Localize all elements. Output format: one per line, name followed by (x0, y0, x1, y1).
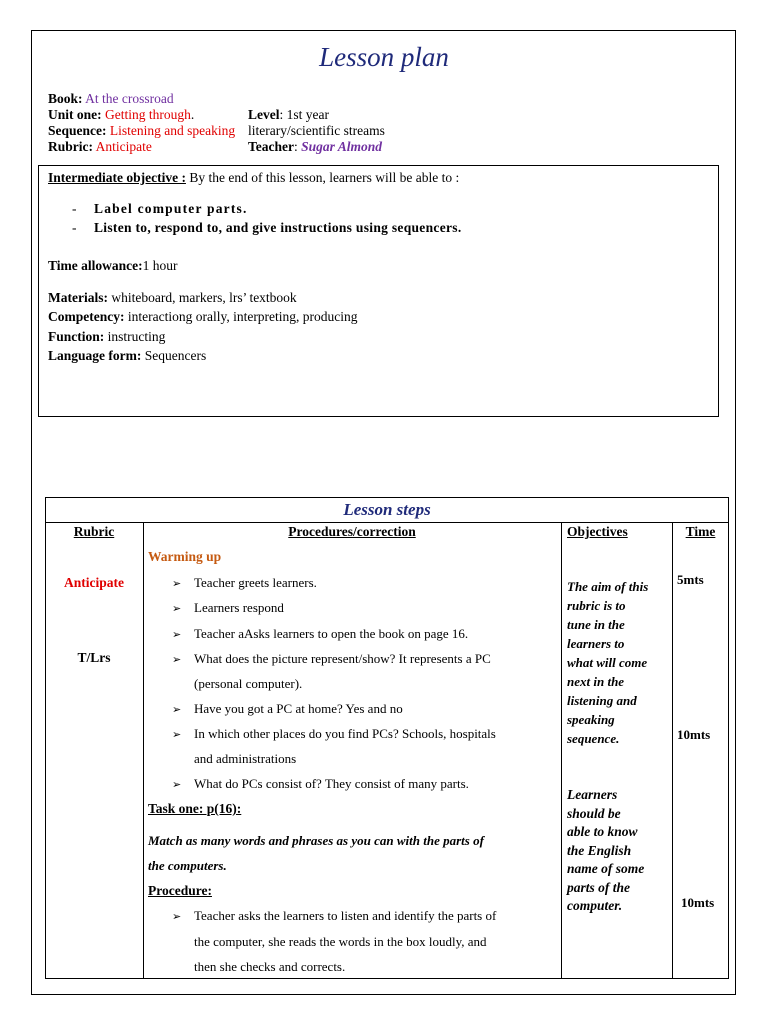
table-divider (45, 522, 729, 523)
arrow-bullet-icon: ➢ (172, 703, 182, 716)
arrow-bullet-icon: ➢ (172, 910, 182, 923)
objective-label: Intermediate objective : (48, 170, 186, 185)
arrow-bullet-icon: ➢ (172, 778, 182, 791)
objective-warming-up: The aim of this rubric is to tune in the learners to what will come next in the listening and speaking sequence. (567, 579, 649, 746)
book-label: Book: (48, 91, 83, 106)
column-header-rubric: Rubric (73, 524, 115, 539)
table-divider (143, 522, 144, 979)
time-value: 10mts (677, 727, 711, 742)
procedure-step: ➢ What do PCs consist of? They consist of many parts. (172, 776, 469, 791)
time-allowance: Time allowance:1 hour (48, 258, 178, 273)
objective-task-one: Learners should be able to know the English name of some parts of the computer. (567, 787, 645, 913)
objective-line (48, 170, 459, 186)
objective-text: By the end of this lesson, learners will be able to : (185, 170, 460, 185)
table-divider (672, 522, 673, 979)
arrow-bullet-icon: ➢ (172, 728, 182, 741)
procedure-step: ➢ Teacher greets learners. (172, 575, 317, 590)
unit-label: Unit one: (48, 107, 102, 122)
task-one-instruction: Match as many words and phrases as you can with the parts of (148, 833, 484, 848)
rubric-anticipate: Anticipate (64, 575, 124, 590)
column-header-time: Time (685, 524, 716, 539)
task-one-heading: Task one: p(16): (148, 801, 242, 816)
objective-item: - Label computer parts. (72, 201, 248, 216)
procedure-step: ➢ Teacher asks the learners to listen and identify the parts of (172, 908, 497, 923)
level-line (248, 107, 329, 123)
level-label: Level (248, 107, 280, 122)
rubric-line (48, 139, 152, 155)
teacher-value: Sugar Almond (301, 139, 383, 154)
objective-item: - Listen to, respond to, and give instructions using sequencers. (72, 220, 462, 235)
sequence-line (48, 123, 235, 139)
unit-dot: . (190, 107, 195, 122)
procedure-step: ➢ In which other places do you find PCs? Schools, hospitals (172, 726, 496, 741)
procedure-step: ➢ What does the picture represent/show? It represents a PC (172, 651, 491, 666)
procedure-step-continued: the computer, she reads the words in the box loudly, and (194, 934, 487, 949)
procedure-step-continued: then she checks and corrects. (194, 959, 346, 974)
procedure-heading: Procedure: (148, 883, 212, 898)
unit-line (48, 107, 194, 123)
arrow-bullet-icon: ➢ (172, 653, 182, 666)
book-line (48, 91, 174, 107)
procedure-step: ➢ Teacher aAsks learners to open the book on page 16. (172, 626, 469, 641)
sequence-label: Sequence: (48, 123, 107, 138)
procedure-step: ➢ Learners respond (172, 600, 284, 615)
level-value: : 1st year (279, 107, 329, 122)
competency: Competency: interactiong orally, interpreting, producing (48, 309, 358, 324)
time-value: 5mts (677, 572, 704, 587)
teacher-label: Teacher (248, 139, 294, 154)
arrow-bullet-icon: ➢ (172, 628, 182, 641)
sequence-value: Listening and speaking (109, 123, 236, 138)
time-value: 10mts (681, 895, 715, 910)
lesson-steps-title: Lesson steps (343, 500, 431, 519)
procedure-step: ➢ Have you got a PC at home? Yes and no (172, 701, 403, 716)
rubric-value: Anticipate (95, 139, 152, 154)
arrow-bullet-icon: ➢ (172, 602, 182, 615)
language-form: Language form: Sequencers (48, 348, 207, 363)
streams-text: literary/scientific streams (248, 123, 385, 138)
teacher-colon: : (294, 139, 302, 154)
function: Function: instructing (48, 329, 166, 344)
rubric-tlrs: T/Lrs (77, 650, 111, 665)
rubric-label: Rubric: (48, 139, 93, 154)
task-one-instruction: the computers. (148, 858, 227, 873)
column-header-objectives: Objectives (567, 524, 628, 539)
column-header-procedures: Procedures/correction (288, 524, 416, 539)
book-value: At the crossroad (85, 91, 174, 106)
page-title: Lesson plan (319, 42, 449, 72)
materials: Materials: whiteboard, markers, lrs’ textbook (48, 290, 297, 305)
procedure-step-continued: and administrations (194, 751, 297, 766)
arrow-bullet-icon: ➢ (172, 577, 182, 590)
procedure-step-continued: (personal computer). (194, 676, 303, 691)
teacher-line (248, 139, 382, 155)
warming-up-heading: Warming up (148, 549, 222, 564)
table-divider (561, 522, 562, 979)
unit-value: Getting through (105, 107, 191, 122)
